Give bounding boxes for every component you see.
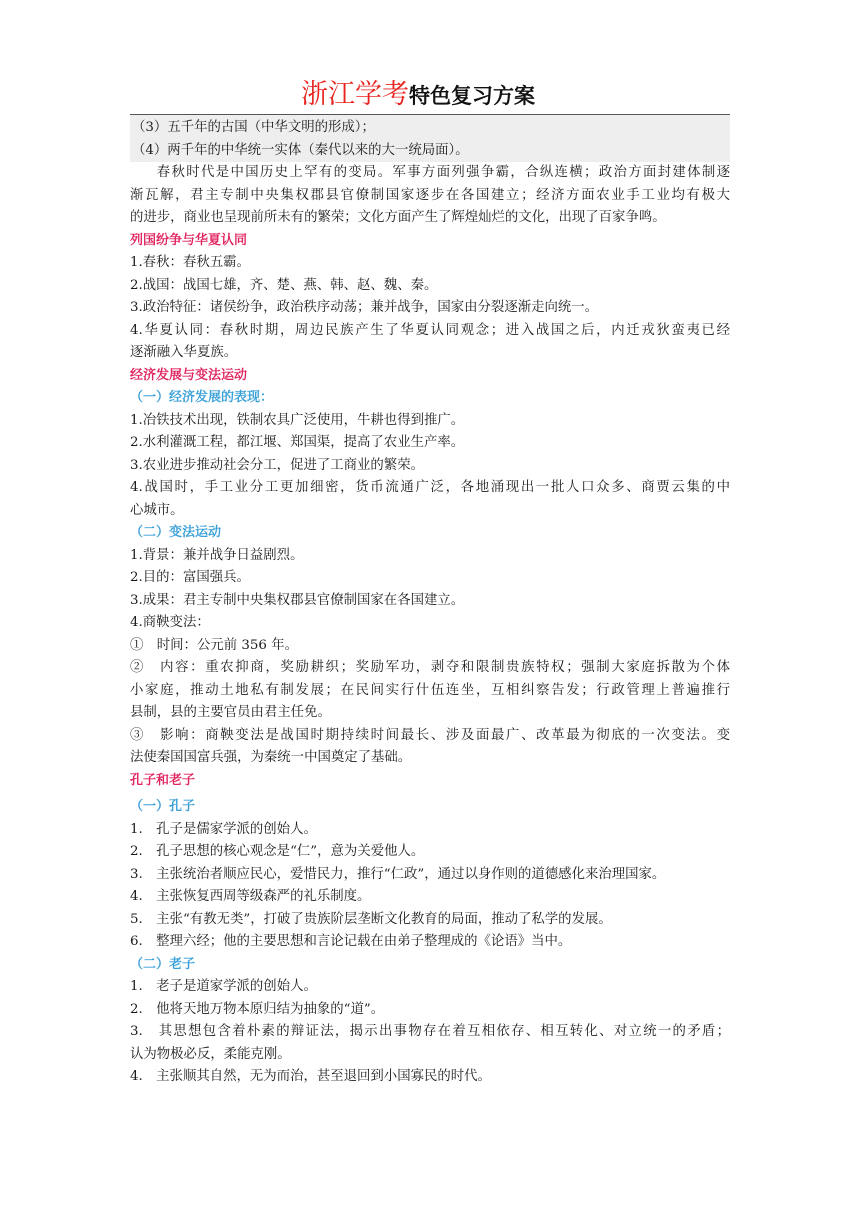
list-item: 认为物极必反，柔能克刚。 (130, 1046, 291, 1062)
document-page (130, 68, 730, 1089)
list-item: 逐渐融入华夏族。 (130, 345, 238, 360)
list-item: 5. 主张“有教无类”，打破了贵族阶层垄断文化教育的局面，推动了私学的发展。 (130, 911, 612, 927)
list-item: 县制，县的主要官员由君主任免。 (130, 705, 331, 720)
list-item: ① 时间：公元前 356 年。 (130, 637, 298, 653)
subsection-heading: （二）老子 (130, 956, 196, 972)
list-item: 1.冶铁技术出现，铁制农具广泛使用，牛耕也得到推广。 (130, 412, 465, 428)
list-item: 3.成果：君主专制中央集权郡县官僚制国家在各国建立。 (130, 592, 465, 608)
section-heading: 经济发展与变法运动 (130, 367, 248, 383)
intro-paragraph (130, 162, 730, 230)
list-item: 3.政治特征：诸侯纷争，政治秩序动荡；兼并战争，国家由分裂逐渐走向统一。 (130, 300, 599, 315)
list-item: 4.华夏认同：春秋时期，周边民族产生了华夏认同观念；进入战国之后，内迁戎狄蛮夷已经 (130, 322, 730, 338)
page-header (130, 68, 730, 115)
list-item: 心城市。 (130, 502, 184, 518)
list-item: 4.战国时，手工业分工更加细密，货币流通广泛，各地涌现出一批人口众多、商贾云集的中 (130, 480, 730, 495)
paragraph-line: 渐瓦解，君主专制中央集权郡县官僚制国家逐步在各国建立；经济方面农业手工业均有极大 (130, 187, 730, 203)
list-item: 6. 整理六经；他的主要思想和言论记载在由弟子整理成的《论语》当中。 (130, 934, 572, 949)
list-item: 3.农业进步推动社会分工，促进了工商业的繁荣。 (130, 457, 424, 473)
list-item: 1.春秋：春秋五霸。 (130, 255, 250, 270)
list-item: 1. 老子是道家学派的创始人。 (130, 979, 317, 994)
header-title (301, 72, 535, 111)
list-item: ② 内容：重农抑商，奖励耕织；奖励军功，剥夺和限制贵族特权；强制大家庭拆散为个体 (130, 660, 730, 675)
header-title-black: 特色复习方案 (409, 84, 535, 108)
list-item: 3. 其思想包含着朴素的辩证法，揭示出事物存在着互相依存、相互转化、对立统一的矛盾； (130, 1024, 730, 1039)
list-item: 法使秦国国富兵强，为秦统一中国奠定了基础。 (130, 750, 412, 765)
list-item: 2.水利灌溉工程，都江堰、郑国渠，提高了农业生产率。 (130, 435, 465, 450)
header-title-red: 浙江学考 (301, 79, 409, 110)
list-item: ③ 影响：商鞅变法是战国时期持续时间最长、涉及面最广、改革最为彻底的一次变法。变 (130, 727, 730, 743)
list-item: 2.目的：富国强兵。 (130, 570, 250, 585)
list-item: 2.战国：战国七雄，齐、楚、燕、韩、赵、魏、秦。 (130, 277, 438, 293)
subsection-heading: （一）经济发展的表现： (130, 390, 274, 405)
list-item: 2. 他将天地万物本原归结为抽象的“道”。 (130, 1001, 385, 1017)
subsection-heading: （一）孔子 (130, 799, 196, 814)
list-item: 1. 孔子是儒家学派的创始人。 (130, 821, 317, 837)
intro-item: （3）五千年的古国（中华文明的形成）； (132, 120, 375, 135)
section-heading: 孔子和老子 (130, 772, 196, 788)
list-item: 小家庭，推动土地私有制发展；在民间实行什伍连坐，互相纠察告发；行政管理上普遍推行 (130, 682, 730, 698)
list-item: 1.背景：兼并战争日益剧烈。 (130, 547, 304, 563)
list-item: 3. 主张统治者顺应民心，爱惜民力，推行“仁政”，通过以身作则的道德感化来治理国家。 (130, 866, 666, 882)
list-item: 4. 主张恢复西周等级森严的礼乐制度。 (130, 889, 371, 904)
section-heading: 列国纷争与华夏认同 (130, 232, 248, 248)
paragraph-line: 春秋时代是中国历史上罕有的变局。军事方面列强争霸，合纵连横；政治方面封建体制逐 (156, 165, 730, 180)
list-item: 2. 孔子思想的核心观念是“仁”，意为关爱他人。 (130, 844, 425, 859)
intro-item: （4）两千年的中华统一实体（秦代以来的大一统局面）。 (132, 142, 469, 158)
list-item: 4.商鞅变法： (130, 615, 210, 630)
list-item: 4. 主张顺其自然，无为而治，甚至退回到小国寡民的时代。 (130, 1069, 491, 1084)
paragraph-line: 的进步，商业也呈现前所未有的繁荣；文化方面产生了辉煌灿烂的文化，出现了百家争鸣。 (130, 210, 666, 225)
intro-items-box (130, 115, 730, 162)
subsection-heading: （二）变法运动 (130, 525, 222, 540)
